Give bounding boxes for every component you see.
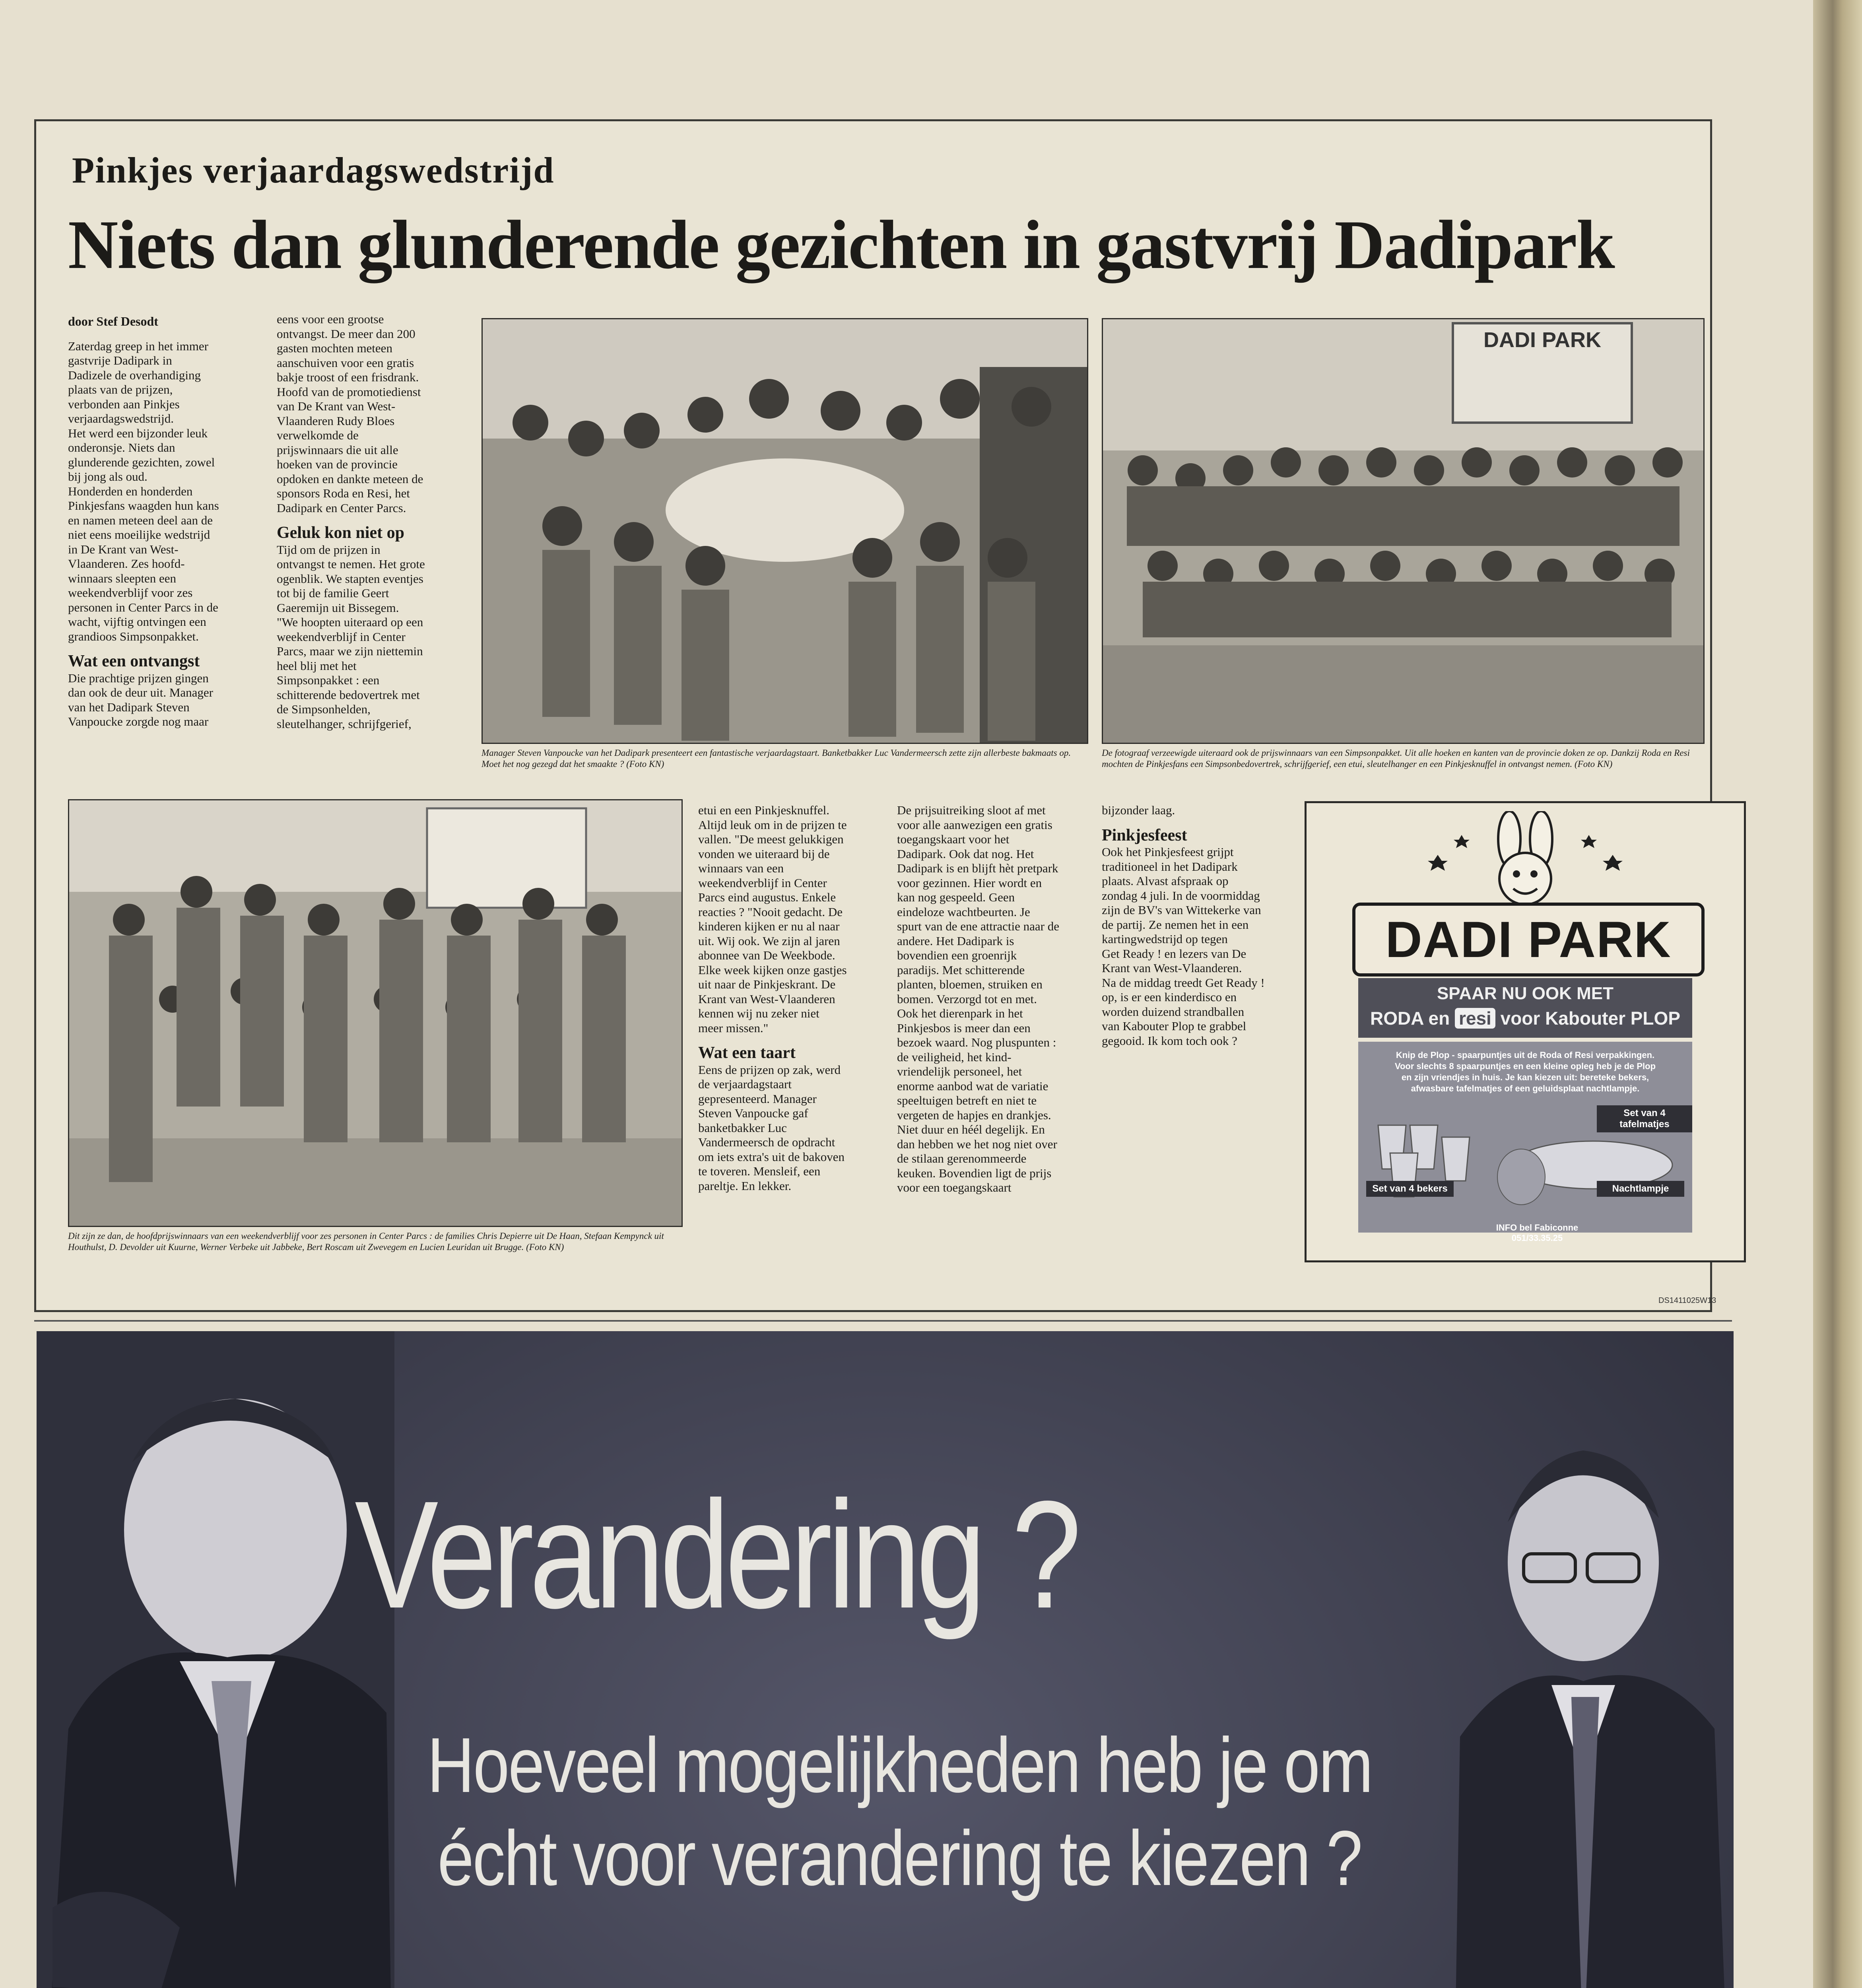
- article-column-3: [698, 803, 885, 1193]
- article-column-1: [68, 314, 255, 729]
- dadi-ad-body-text: Knip de Plop - spaarpuntjes uit de Roda of Resi verpakkingen. Voor slechts 8 spaarpuntjes en een kleine opleg heb je de Plop en zijn vriendjes in huis. Je kan kiezen uit: bereteke bekers, afwasbare tafelmatjes of een geluidsplaat nachtlampje.: [1394, 1050, 1656, 1093]
- article-subheading: Geluk kon niet op: [277, 524, 404, 542]
- page-binding-edge: [1813, 0, 1862, 1988]
- article-paragraph: eens voor een grootse ontvangst. De meer dan 200 gasten mochten meteen aanschuiven voor een gratis bakje troost of een frisdrank. Hoofd van de promotiedienst van De Krant van West- Vlaanderen Rudy Bloes verwelkomde de prijswinnaars die uit alle hoeken van de provincie opdoken en dankte meteen de sponsors Roda en Resi, het Dadipark en Center Parcs.: [277, 312, 423, 515]
- dadi-tag-bekers: Set van 4 bekers: [1366, 1181, 1454, 1197]
- article-column-2: [277, 312, 464, 731]
- ad-title: Verandering ?: [355, 1469, 1077, 1640]
- article-pinkjes: [34, 119, 1716, 1312]
- dadi-spaar-banner: [1358, 978, 1692, 1038]
- dadi-tag-nachtlampje: Nachtlampje: [1597, 1181, 1684, 1197]
- article-headline: Niets dan glunderende gezichten in gastvrij Dadipark: [68, 206, 1614, 283]
- photo-caption-3: Dit zijn ze dan, de hoofdprijswinnaars van een weekendverblijf voor zes personen in Center Parcs : de families Chris Depierre uit De Haan, Stefaan Kempynck uit Houthulst, D. Devolder uit Kuurne, Werner Verbeke uit Jabbeke, Bert Roscam uit Zwevegem en Lucien Leuridan uit Brugge. (Foto KN): [68, 1231, 664, 1252]
- photo-simpson-winners: [1102, 318, 1705, 744]
- dadi-park-ad: [1305, 801, 1746, 1262]
- photo-caption-2: De fotograaf verzeewigde uiteraard ook de prijswinnaars van een Simpsonpakket. Uit alle hoeken en kanten van de provincie doken ze op. Dankzij Roda en Resi mochten de Pinkjesfans een Simpsonbedovertrek, schrijfgerief, een etui, sleutelhanger en een Pinkjesknuffel in ontvangst nemen. (Foto KN): [1102, 748, 1690, 769]
- dadi-info-line: INFO bel Fabiconne 051/33.35.25: [1496, 1223, 1579, 1243]
- article-paragraph: Die prachtige prijzen gingen dan ook de deur uit. Manager van het Dadipark Steven Vanpoucke zorgde nog maar: [68, 671, 213, 728]
- ad-subtitle-line1: Hoeveel mogelijkheden heb je om: [427, 1722, 1372, 1809]
- article-paragraph: Tijd om de prijzen in ontvangst te nemen. Het grote ogenblik. We stapten eventjes tot bij de familie Geert Gaeremijn uit Bissegem. "We hoopten uiteraard op een weekendverblijf in Center Parcs, maar we zijn niettemin heel blij met het Simpsonpakket : een schitterende bedovertrek met de Simpsonhelden, sleutelhanger, schrijfgerief,: [277, 542, 425, 731]
- article-byline: door Stef Desodt: [68, 314, 158, 328]
- plop-label: voor Kabouter PLOP: [1500, 1008, 1680, 1029]
- article-column-5: [1102, 803, 1293, 1048]
- dadi-tag-tafelmatjes: Set van 4 tafelmatjes: [1597, 1105, 1692, 1132]
- photo-caption-1: Manager Steven Vanpoucke van het Dadipark presenteert een fantastische verjaardagstaart. Banketbakker Luc Vandermeersch zette zijn allerbeste bakmaats op. Moet het nog gezegd dat het smaakte ? (Foto KN): [482, 748, 1071, 769]
- dadi-park-logo: [1352, 903, 1705, 977]
- section-divider: [34, 1320, 1732, 1322]
- ad-subtitle-line2: écht voor verandering te kiezen ?: [437, 1815, 1361, 1902]
- article-paragraph: De prijsuitreiking sloot af met voor alle aanwezigen een gratis toegangskaart voor het Dadipark. Ook dat nog. Het Dadipark is en blijft hèt pretpark voor gezinnen. Hier wordt en kan nog gespeeld. Geen eindeloze wachtbeurten. Je spurt van de ene attractie naar de andere. Het Dadipark is bovendien een groenrijk paradijs. Met schitterende planten, bloemen, struiken en bomen. Verzorgd tot en met. Ook het dierenpark in het Pinkjesbos is meer dan een bezoek waard. Nog pluspunten : de veiligheid, het kind- vriendelijk personeel, het enorme aanbod wat de variatie speeltuigen betreft en niet te vergeten de hapjes en drankjes. Niet duur en héél degelijk. En dan hebben we het nog niet over de stilaan gerenommeerde keuken. Bovendien ligt de prijs voor een toegangskaart: [897, 803, 1059, 1194]
- article-subheading: Pinkjesfeest: [1102, 826, 1187, 845]
- photo-birthday-cake: [482, 318, 1088, 744]
- dadi-park-logo-text: DADI PARK: [1385, 911, 1672, 968]
- article-paragraph: etui en een Pinkjesknuffel. Altijd leuk om in de prijzen te vallen. "De meest gelukkigen vonden we uiteraard bij de winnaars van een weekendverblijf in Center Parcs eind augustus. Enkele reacties ? "Nooit gedacht. De kinderen kijken er nu al naar uit. Wij ook. We zijn al jaren abonnee van De Weekbode. Elke week kijken onze gastjes uit naar de Pinkjeskrant. De Krant van West-Vlaanderen kennen wij nu zeker niet meer missen.": [698, 803, 847, 1035]
- ad-subtitle: [291, 1719, 1508, 1905]
- resi-label: resi: [1455, 1008, 1495, 1029]
- article-paragraph: Ook het Pinkjesfeest grijpt traditioneel in het Dadipark plaats. Alvast afspraak op zondag 4 juli. In de voormiddag zijn de BV's van Wittekerke van de partij. Ze nemen het in een kartingwedstrijd op tegen Get Ready ! en lezers van De Krant van West-Vlaanderen. Na de middag treedt Get Ready ! op, is er een kinderdisco en worden duizend strandballen van Kabouter Plop te grabbel gegooid. Ik kom toch ook ?: [1102, 845, 1265, 1048]
- article-subheading: Wat een ontvangst: [68, 652, 200, 670]
- article-ref-code: DS1411025W13: [1658, 1296, 1716, 1305]
- roda-label: RODA en: [1370, 1008, 1450, 1029]
- photo-main-winners: [68, 799, 683, 1227]
- article-column-4: [897, 803, 1096, 1195]
- rabbit-mascot-icon: [1426, 811, 1625, 907]
- dadi-spaar-line2: [1358, 1008, 1692, 1029]
- svg-text:DADI PARK: DADI PARK: [1483, 328, 1601, 352]
- article-kicker: Pinkjes verjaardagswedstrijd: [72, 150, 555, 190]
- article-paragraph: bijzonder laag.: [1102, 803, 1175, 817]
- dadi-ad-body: [1358, 1042, 1692, 1243]
- article-paragraph: Eens de prijzen op zak, werd de verjaardagstaart gepresenteerd. Manager Steven Vanpoucke gaf banketbakker Luc Vandermeersch de opdracht om iets extra's uit de bakoven te toveren. Mensleif, een pareltje. En lekker.: [698, 1062, 845, 1193]
- article-subheading: Wat een taart: [698, 1044, 796, 1062]
- article-paragraph: Zaterdag greep in het immer gastvrije Dadipark in Dadizele de overhandiging plaats van de prijzen, verbonden aan Pinkjes verjaardagswedstrijd. Het werd een bijzonder leuk onderonsje. Niets dan glunderende gezichten, zowel bij jong als oud. Honderden en honderden Pinkjesfans waagden hun kans en namen meteen deel aan de niet eens moeilijke wedstrijd in De Krant van West- Vlaanderen. Zes hoofd- winnaars sleepten een weekendverblijf voor zes personen in Center Parcs in de wacht, vijftig ontvingen een grandioos Simpsonpakket.: [68, 339, 219, 643]
- vld-advertisement: [37, 1331, 1734, 1988]
- dadi-spaar-line1: SPAAR NU OOK MET: [1437, 984, 1614, 1003]
